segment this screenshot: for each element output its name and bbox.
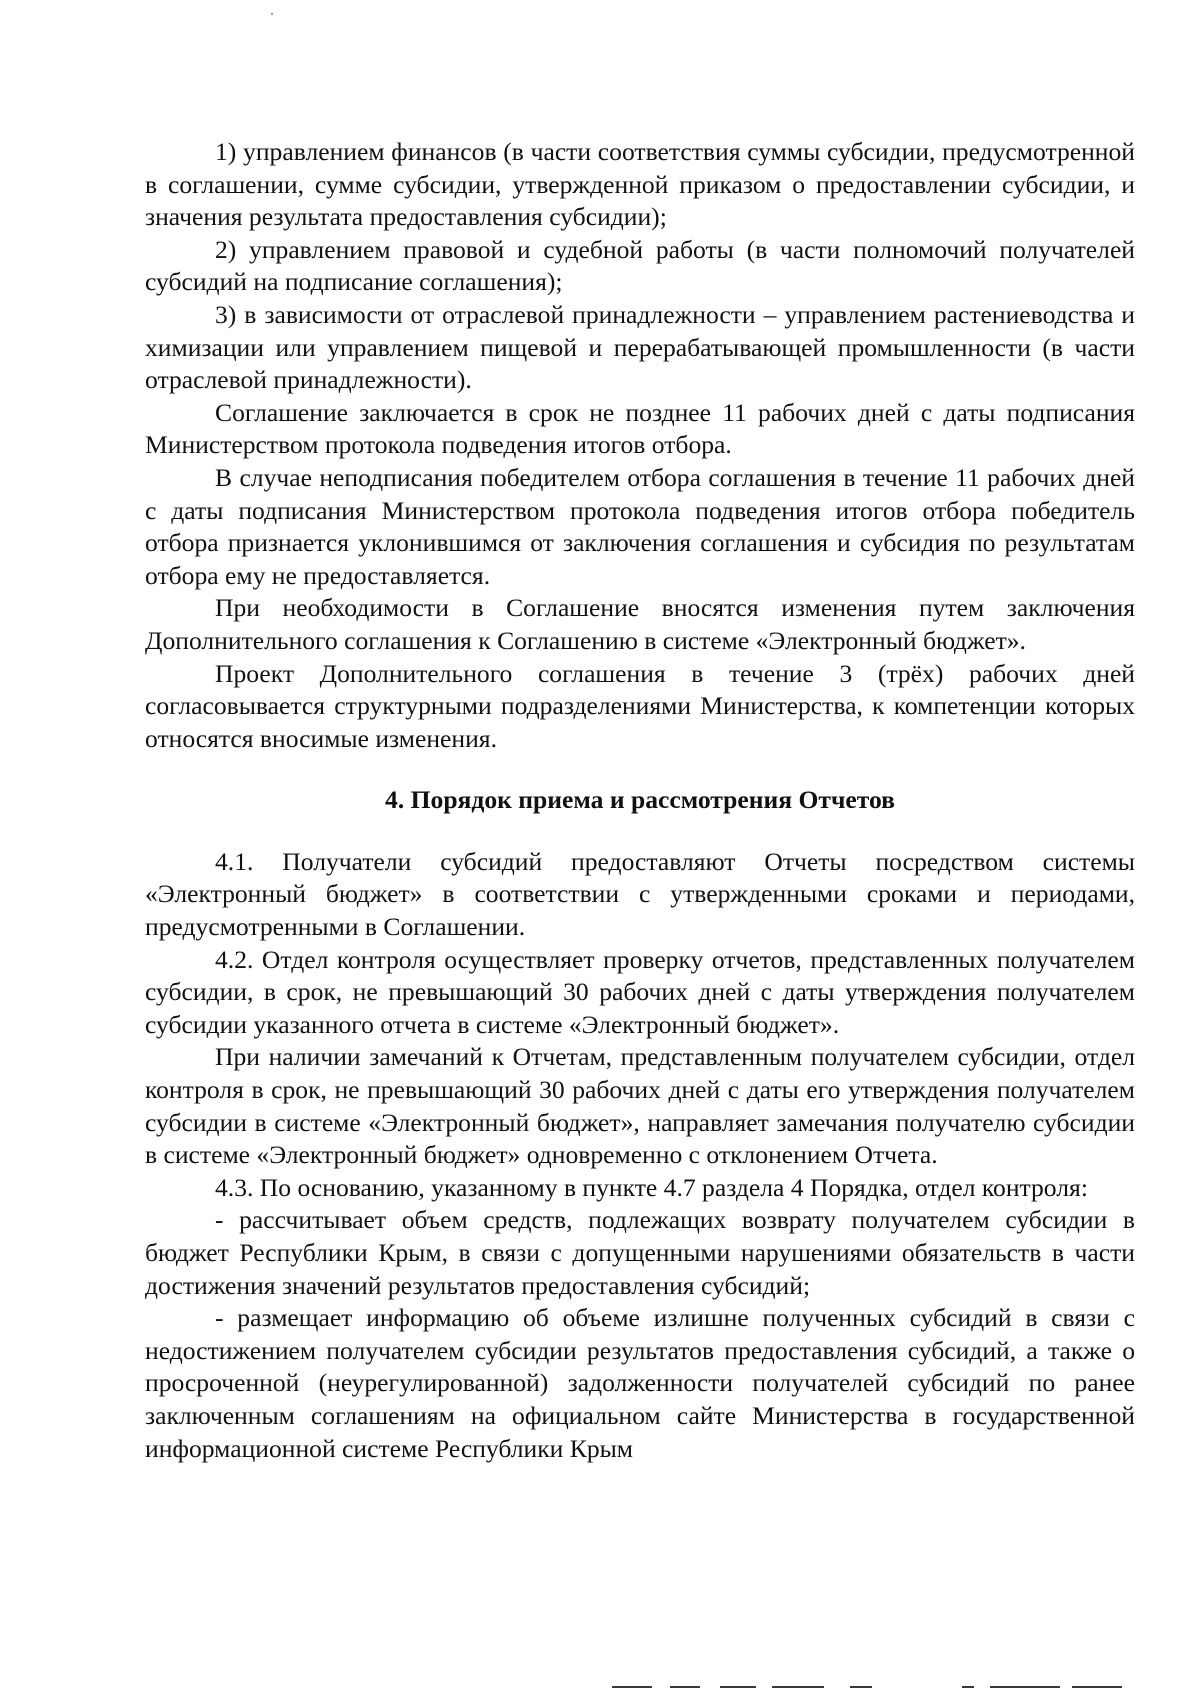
scan-artifact-dot	[271, 13, 273, 15]
paragraph-13: - размещает информацию об объеме излишне полученных субсидий в связи с недостижением получателем субсидии результатов предоставления субсидий, а также о просроченной (неурегулированной) задолженности получателей субсидий по ранее заключенным соглашениям на официальном сайте Министерства в государственной информационной системе Республики Крым	[145, 1303, 1135, 1463]
section-heading: 4. Порядок приема и рассмотрения Отчетов	[385, 785, 895, 815]
paragraph-2: 2) управлением правовой и судебной работы (в части полномочий получателей субсидий на подписание соглашения);	[145, 234, 1135, 297]
document-body	[145, 136, 1135, 1465]
paragraph-5: В случае неподписания победителем отбора соглашения в течение 11 рабочих дней с даты подписания Министерством протокола подведения итогов отбора победитель отбора признается уклонившимся от заключения соглашения и субсидия по результатам отбора ему не предоставляется.	[145, 462, 1135, 590]
scan-mark	[990, 1686, 1060, 1688]
paragraph-7: Проект Дополнительного соглашения в течение 3 (трёх) рабочих дней согласовывается структурными подразделениями Министерства, к компетенции которых относятся вносимые изменения.	[145, 658, 1135, 753]
paragraph-1: 1) управлением финансов (в части соответствия суммы субсидии, предусмотренной в соглашении, сумме субсидии, утвержденной приказом о предоставлении субсидии, и значения результата предоставления субсидии);	[145, 137, 1135, 232]
scan-mark	[1072, 1686, 1122, 1688]
scan-mark	[612, 1686, 652, 1688]
paragraph-10: При наличии замечаний к Отчетам, представленным получателем субсидии, отдел контроля в срок, не превышающий 30 рабочих дней с даты его утверждения получателем субсидии в системе «Электронный бюджет», направляет замечания получателю субсидии в системе «Электронный бюджет» одновременно с отклонением Отчета.	[145, 1042, 1135, 1170]
paragraph-3: 3) в зависимости от отраслевой принадлежности – управлением растениеводства и химизации или управлением пищевой и перерабатывающей промышленности (в части отраслевой принадлежности).	[145, 299, 1135, 395]
scan-mark	[962, 1686, 974, 1688]
paragraph-4: Соглашение заключается в срок не позднее 11 рабочих дней с даты подписания Министерством протокола подведения итогов отбора.	[145, 397, 1135, 460]
paragraph-12: - рассчитывает объем средств, подлежащих возврату получателем субсидии в бюджет Республики Крым, в связи с допущенными нарушениями обязательств в части достижения значений результатов предоставления субсидий;	[145, 1205, 1135, 1300]
scan-mark	[720, 1686, 756, 1688]
scan-footer-marks	[612, 1686, 1132, 1690]
paragraph-8: 4.1. Получатели субсидий предоставляют Отчеты посредством системы «Электронный бюджет» в соответствии с утвержденными сроками и периодами, предусмотренными в Соглашении.	[145, 846, 1135, 942]
paragraph-9: 4.2. Отдел контроля осуществляет проверку отчетов, представленных получателем субсидии, в срок, не превышающий 30 рабочих дней с даты утверждения получателем субсидии указанного отчета в системе «Электронный бюджет».	[145, 944, 1135, 1039]
scan-mark	[772, 1686, 824, 1688]
scan-mark	[670, 1686, 700, 1688]
scan-mark	[850, 1686, 872, 1688]
paragraph-6: При необходимости в Соглашение вносятся изменения путем заключения Дополнительного соглашения к Соглашению в системе «Электронный бюджет».	[145, 593, 1135, 655]
paragraph-11: 4.3. По основанию, указанному в пункте 4.7 раздела 4 Порядка, отдел контроля:	[215, 1172, 1088, 1202]
